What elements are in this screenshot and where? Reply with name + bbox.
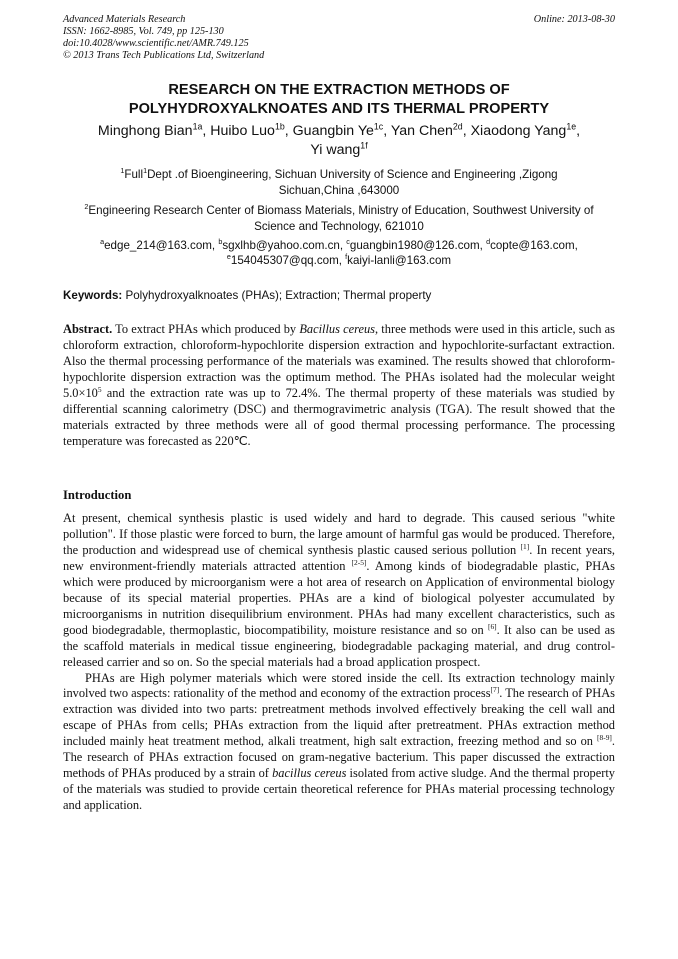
author-affiliation-mark: 2d <box>452 121 463 132</box>
affiliation-text: Sichuan,China ,643000 <box>278 184 400 197</box>
body-text: At present, chemical synthesis plastic is used widely and hard to degrade. This caused serious "white pollution". If those plastic were forced to burn, the large amount of harmful gas would be produced. Therefore, the production and widespread use of chemical synthesis plastic caused serious pollution <box>63 511 615 557</box>
abstract-text: , three methods were used in this article, such as chloroform extraction, chloroform-hypochlorite dispersion extraction and hypochlorite-surfactant extraction. Also the thermal processing performance of the materials was examined. The results showed that chloroform-hypochlorite dispersion extraction was the optimum method. The PHAs isolated had the molecular weight 5.0×10 <box>63 322 615 400</box>
exponent: 5 <box>97 384 102 394</box>
abstract-text: and the extraction rate was up to 72.4%. The thermal property of these materials was studied by differential scanning calorimetry (DSC) and thermogravimetric analysis (TGA). The result showed that the materials extracted by three methods were all of good thermal processing performance. The processing temperature was forecasted as 220℃. <box>63 385 615 448</box>
keywords-text: Polyhydroxyalknoates (PHAs); Extraction; Thermal property <box>122 289 432 302</box>
citation-ref: [6] <box>488 621 497 631</box>
online-date: Online: 2013-08-30 <box>533 14 615 25</box>
body-paragraph <box>63 511 615 671</box>
title-line-1: RESEARCH ON THE EXTRACTION METHODS OF <box>168 82 510 98</box>
affiliation-mark: 2 <box>84 202 89 212</box>
email-mark: d <box>486 237 491 247</box>
author-name: Xiaodong Yang <box>470 123 567 139</box>
email-mark: a <box>100 237 105 247</box>
citation-ref: [1] <box>520 541 530 551</box>
email-address: edge_214@163.com, <box>104 239 219 252</box>
author-name: Yi wang <box>310 142 361 158</box>
email-address: guangbin1980@126.com, <box>349 239 487 252</box>
abstract-paragraph <box>63 322 615 450</box>
affiliation-2 <box>63 203 615 235</box>
author-affiliation-mark: 1f <box>360 140 368 151</box>
citation-ref: [7] <box>490 685 500 695</box>
author-list: Minghong Bian$^{1a}$, Huibo Luo$^{1b}$, Guangbin $Ye^{1c}$, Yan Chen$^{2d}$, Xiaodong Yang$^{1e}$, Yi wang$^{1f}$ <box>97 121 581 158</box>
affiliation-text: Full <box>124 168 144 181</box>
journal-header <box>63 14 615 62</box>
email-mark: e <box>226 252 231 262</box>
species-name: bacillus cereus <box>272 766 347 781</box>
introduction-body <box>63 511 615 814</box>
email-mark: f <box>345 252 348 262</box>
email-address: 154045307@qq.com, <box>230 254 346 267</box>
affiliation-mark: 1 <box>143 166 148 176</box>
keywords-line <box>63 288 615 303</box>
section-heading-introduction: Introduction <box>63 488 132 502</box>
email-mark: b <box>218 237 223 247</box>
title-line-2: POLYHYDROXYALKNOATES AND ITS THERMAL PROPERTY <box>128 101 550 117</box>
author-affiliation-mark: 1b <box>274 121 285 132</box>
affiliation-1 <box>63 167 615 199</box>
affiliation-mark: 1 <box>120 166 125 176</box>
author-name: Yan Chen <box>390 123 453 139</box>
body-text: . The research of PHAs extraction focused on gram-negative bacterium. This paper discussed the extraction methods of PHAs produced by a strain of <box>63 734 615 781</box>
copyright-line: © 2013 Trans Tech Publications Ltd, Switzerland <box>63 50 265 61</box>
abstract-text: To extract PHAs which produced by <box>112 322 300 336</box>
paper-title <box>40 81 638 119</box>
journal-name: Advanced Materials Research <box>63 14 186 25</box>
body-text: . Among kinds of biodegradable plastic, PHAs which were produced by microorganism were a hot area of research on Application of environmental biology because of its special material properties. PHAs are a kind of biological polyester accumulated by microorganisms in nutrition disequilibrium environment. PHAs had many excellent characteristics, such as good biodegradable, thermoplastic, biocompatibility, moisture resistance and so on <box>63 558 615 637</box>
body-text: PHAs are High polymer materials which were stored inside the cell. Its extraction technology mainly involved two aspects: rationality of the method and economy of the extraction process <box>63 670 615 701</box>
author-affiliation-mark: 1c <box>373 121 384 132</box>
email-mark: c <box>346 237 350 247</box>
author-name: Huibo Luo <box>210 123 275 139</box>
author-emails <box>63 238 615 268</box>
affiliation-text: Science and Technology, 621010 <box>254 220 424 233</box>
email-address: copte@163.com, <box>490 239 578 252</box>
body-paragraph <box>63 671 615 815</box>
doi-line: doi:10.4028/www.scientific.net/AMR.749.125 <box>63 38 249 49</box>
citation-ref: [2-5] <box>351 557 367 567</box>
affiliation-text: Dept .of Bioengineering, Sichuan University of Science and Engineering ,Zigong <box>147 168 558 181</box>
author-name: Guangbin Ye <box>292 123 374 139</box>
abstract-label: Abstract. <box>63 322 113 336</box>
affiliation-text: Engineering Research Center of Biomass Materials, Ministry of Education, Southwest University of <box>88 204 594 217</box>
species-name: Bacillus cereus <box>299 322 376 336</box>
citation-ref: [8-9] <box>597 733 612 743</box>
author-affiliation-mark: 1e <box>566 121 577 132</box>
email-address: kaiyi-lanli@163.com <box>347 254 452 267</box>
body-text: . In recent years, new environment-friendly materials attracted attention <box>63 542 616 573</box>
author-name: Minghong Bian <box>97 123 193 139</box>
email-address: sgxlhb@yahoo.com.cn, <box>222 239 347 252</box>
body-text: isolated from active sludge. And the thermal property of the materials was studied to provide certain theoretical reference for PHAs material processing technology and application. <box>63 766 615 813</box>
body-text: . It also can be used as the scaffold materials in medical tissue engineering, biodegradable packaging material, and drug control-released carrier and so on. So the special materials had a broad application prospect. <box>63 622 615 669</box>
keywords-label: Keywords: <box>63 289 123 302</box>
body-text: . The research of PHAs extraction was divided into two parts: pretreatment methods involved effectively breaking the cell wall and escape of PHAs from cells; PHAs extraction from the liquid after pretreatment. PHAs extraction method included mainly heat treatment method, alkali treatment, high salt extraction, freezing method and so on <box>63 686 615 749</box>
author-affiliation-mark: 1a <box>192 121 203 132</box>
issn-line: ISSN: 1662-8985, Vol. 749, pp 125-130 <box>63 26 224 37</box>
